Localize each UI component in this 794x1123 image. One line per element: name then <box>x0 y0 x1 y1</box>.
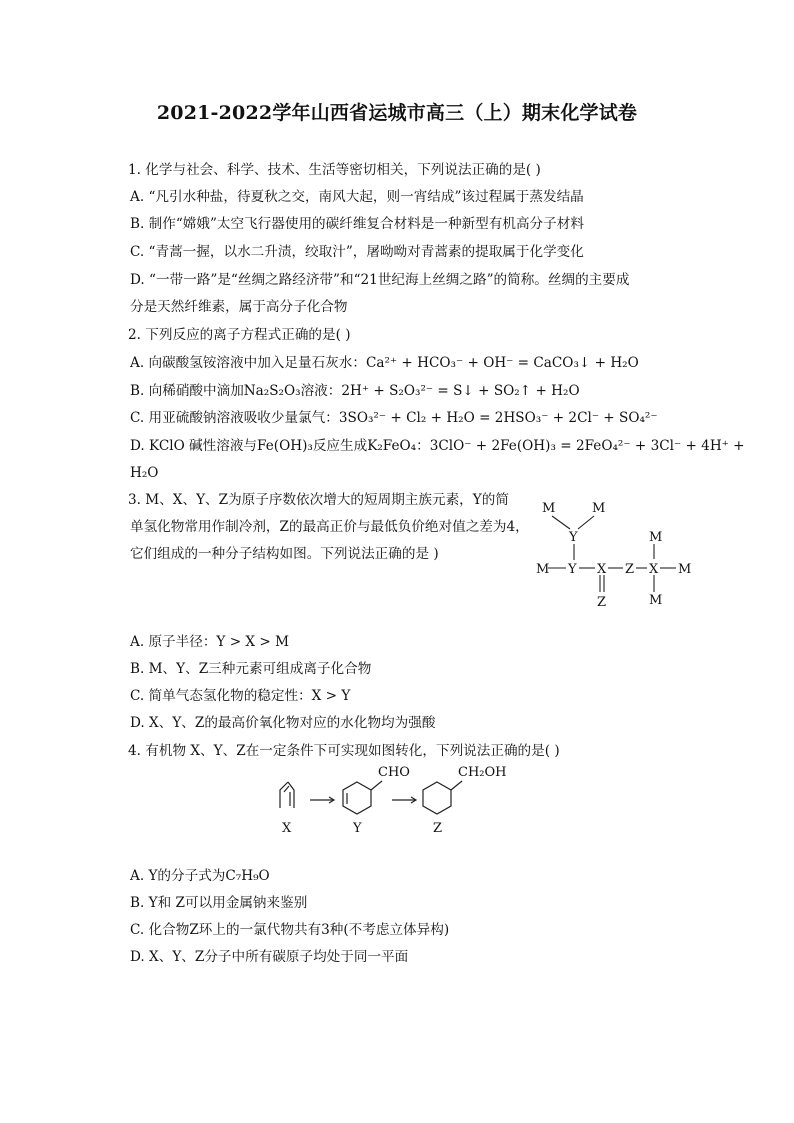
q2-option-d <box>130 436 745 456</box>
q2-option-d-equation: 3ClO⁻ + 2Fe(OH)₃ = 2FeO₄²⁻ + 3Cl⁻ + 4H⁺ + <box>429 438 745 454</box>
atom-z-center: Z <box>625 562 635 577</box>
q2-stem: 2. 下列反应的离子方程式正确的是( ) <box>128 327 351 343</box>
atom-m-far-right: M <box>678 562 692 577</box>
q3-option-d: D. X、Y、Z的最高价氧化物对应的水化物均为强酸 <box>130 715 436 731</box>
q4-stem: 4. 有机物 X、Y、Z在一定条件下可实现如图转化，下列说法正确的是( ) <box>128 743 560 759</box>
atom-m-right-bottom: M <box>649 593 663 608</box>
q2-option-a <box>130 353 639 373</box>
q1-option-d-line1: D. “一带一路”是“丝绸之路经济带”和“21世纪海上丝绸之路”的简称。丝绸的主要成 <box>130 272 630 288</box>
q1-option-a: A. “凡引水种盐，待夏秋之交，南风大起，则一宵结成”该过程属于蒸发结晶 <box>130 189 584 205</box>
q3-stem-line2: 单氢化物常用作制冷剂，Z的最高正价与最低负价绝对值之差为4， <box>130 519 529 535</box>
q3-stem-line1: 3. M、X、Y、Z为原子序数依次增大的短周期主族元素，Y的简 <box>128 492 509 508</box>
q2-option-b-equation: 2H⁺ + S₂O₃²⁻ = S↓ + SO₂↑ + H₂O <box>341 383 580 399</box>
q2-option-c <box>130 408 658 428</box>
q4-label-z: Z <box>433 821 443 836</box>
q2-option-b <box>130 381 580 401</box>
q4-label-cho: CHO <box>378 765 410 780</box>
q3-option-a: A. 原子半径：Y > X > M <box>130 634 290 650</box>
q2-option-d-continuation: H₂O <box>130 465 159 481</box>
atom-m-left: M <box>536 562 550 577</box>
q2-option-c-equation: 3SO₃²⁻ + Cl₂ + H₂O = 2HSO₃⁻ + 2Cl⁻ + SO₄²⁻ <box>338 410 658 426</box>
q4-label-x: X <box>282 821 292 836</box>
atom-x-center: X <box>597 562 607 577</box>
q3-option-b: B. M、Y、Z三种元素可组成离子化合物 <box>130 661 372 677</box>
q1-option-c: C. “青蒿一握，以水二升渍，绞取汁”，屠呦呦对青蒿素的提取属于化学变化 <box>130 244 584 260</box>
q4-reaction-scheme <box>272 764 522 844</box>
q4-option-d: D. X、Y、Z分子中所有碳原子均处于同一平面 <box>130 949 409 965</box>
q2-option-a-equation: Ca²⁺ + HCO₃⁻ + OH⁻ = CaCO₃↓ + H₂O <box>365 355 639 371</box>
atom-m-top-right: M <box>592 501 606 516</box>
q4-option-a: A. Y的分子式为C₇H₉O <box>130 868 270 884</box>
atom-x-right: X <box>649 562 659 577</box>
atom-y-top: Y <box>569 530 578 545</box>
q4-label-y: Y <box>353 821 362 836</box>
atom-m-right-top: M <box>649 530 663 545</box>
atom-y-center: Y <box>568 562 577 577</box>
q2-option-d-text: D. KClO 碱性溶液与Fe(OH)₃反应生成K₂FeO₄： <box>130 438 430 454</box>
q1-stem: 1. 化学与社会、科学、技术、生活等密切相关，下列说法正确的是( ) <box>128 162 541 178</box>
q3-option-c: C. 简单气态氢化物的稳定性：X > Y <box>130 688 351 704</box>
atom-z-bottom: Z <box>597 595 607 610</box>
q4-label-ch2oh: CH₂OH <box>458 765 507 780</box>
q2-option-b-text: B. 向稀硝酸中滴加Na₂S₂O₃溶液： <box>130 383 342 399</box>
q2-option-c-text: C. 用亚硫酸钠溶液吸收少量氯气： <box>130 410 339 426</box>
q1-option-d-line2: 分是天然纤维素，属于高分子化合物 <box>130 299 348 315</box>
q4-option-c: C. 化合物Z环上的一氯代物共有3种(不考虑立体异构) <box>130 922 450 938</box>
q1-option-b: B. 制作“嫦娥”太空飞行器使用的碳纤维复合材料是一种新型有机高分子材料 <box>130 216 584 232</box>
atom-m-top-left: M <box>542 501 556 516</box>
q4-option-b: B. Y和 Z可以用金属钠来鉴别 <box>130 895 308 911</box>
q3-molecule-structure <box>530 494 700 612</box>
q3-stem-line3: 它们组成的一种分子结构如图。下列说法正确的是 ) <box>130 546 439 562</box>
page-title: 2021-2022学年山西省运城市高三（上）期末化学试卷 <box>156 102 638 124</box>
q2-option-a-text: A. 向碳酸氢铵溶液中加入足量石灰水： <box>130 355 366 371</box>
